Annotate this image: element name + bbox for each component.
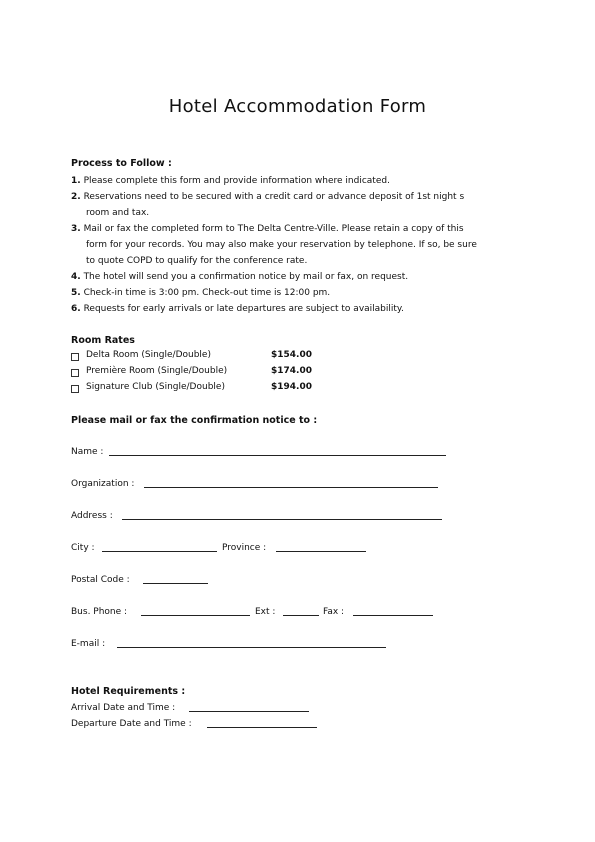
name-field[interactable] bbox=[109, 455, 446, 456]
organization-label: Organization : bbox=[71, 479, 135, 489]
step-text: Requests for early arrivals or late departures are subject to availability. bbox=[83, 304, 404, 314]
address-field[interactable] bbox=[122, 519, 442, 520]
confirmation-heading: Please mail or fax the confirmation notice to : bbox=[71, 415, 318, 426]
step-6 bbox=[71, 301, 404, 317]
ext-label: Ext : bbox=[255, 607, 276, 617]
ext-field[interactable] bbox=[283, 615, 319, 616]
step-2-continuation: room and tax. bbox=[86, 208, 150, 218]
city-label: City : bbox=[71, 543, 95, 553]
rate-price: $194.00 bbox=[271, 382, 312, 392]
step-3-continuation-2: to quote COPD to qualify for the conference rate. bbox=[86, 256, 308, 266]
arrival-label: Arrival Date and Time : bbox=[71, 703, 176, 713]
step-text: Check-in time is 3:00 pm. Check-out time is 12:00 pm. bbox=[83, 288, 331, 298]
room-rates-heading: Room Rates bbox=[71, 335, 135, 346]
step-number: 1. bbox=[71, 176, 81, 186]
bus-phone-field[interactable] bbox=[141, 615, 250, 616]
checkbox[interactable] bbox=[71, 353, 79, 361]
requirements-heading: Hotel Requirements : bbox=[71, 686, 186, 697]
rate-label: Delta Room (Single/Double) bbox=[86, 350, 211, 360]
fax-field[interactable] bbox=[353, 615, 433, 616]
departure-field[interactable] bbox=[207, 727, 317, 728]
email-label: E-mail : bbox=[71, 639, 106, 649]
process-heading: Process to Follow : bbox=[71, 158, 172, 169]
step-1 bbox=[71, 173, 390, 189]
rate-label: Première Room (Single/Double) bbox=[86, 366, 228, 376]
province-field[interactable] bbox=[276, 551, 366, 552]
step-text: Please complete this form and provide information where indicated. bbox=[83, 176, 390, 186]
step-3 bbox=[71, 221, 464, 237]
checkbox[interactable] bbox=[71, 385, 79, 393]
step-text: Reservations need to be secured with a credit card or advance deposit of 1st night s bbox=[83, 192, 465, 202]
rate-label: Signature Club (Single/Double) bbox=[86, 382, 225, 392]
province-label: Province : bbox=[222, 543, 267, 553]
step-5 bbox=[71, 285, 330, 301]
step-text: The hotel will send you a confirmation notice by mail or fax, on request. bbox=[83, 272, 409, 282]
email-field[interactable] bbox=[117, 647, 386, 648]
step-3-continuation: form for your records. You may also make your reservation by telephone. If so, be sure bbox=[86, 240, 477, 250]
arrival-field[interactable] bbox=[189, 711, 309, 712]
step-number: 5. bbox=[71, 288, 81, 298]
address-label: Address : bbox=[71, 511, 113, 521]
fax-label: Fax : bbox=[323, 607, 345, 617]
postal-code-label: Postal Code : bbox=[71, 575, 130, 585]
step-4 bbox=[71, 269, 408, 285]
page-title: Hotel Accommodation Form bbox=[168, 96, 427, 117]
step-number: 6. bbox=[71, 304, 81, 314]
postal-code-field[interactable] bbox=[143, 583, 208, 584]
name-label: Name : bbox=[71, 447, 104, 457]
step-number: 2. bbox=[71, 192, 81, 202]
bus-phone-label: Bus. Phone : bbox=[71, 607, 128, 617]
checkbox[interactable] bbox=[71, 369, 79, 377]
rate-price: $154.00 bbox=[271, 350, 312, 360]
city-field[interactable] bbox=[102, 551, 217, 552]
departure-label: Departure Date and Time : bbox=[71, 719, 192, 729]
organization-field[interactable] bbox=[144, 487, 438, 488]
step-2 bbox=[71, 189, 464, 205]
step-number: 3. bbox=[71, 224, 81, 234]
step-number: 4. bbox=[71, 272, 81, 282]
rate-price: $174.00 bbox=[271, 366, 312, 376]
step-text: Mail or fax the completed form to The Delta Centre-Ville. Please retain a copy of this bbox=[83, 224, 464, 234]
